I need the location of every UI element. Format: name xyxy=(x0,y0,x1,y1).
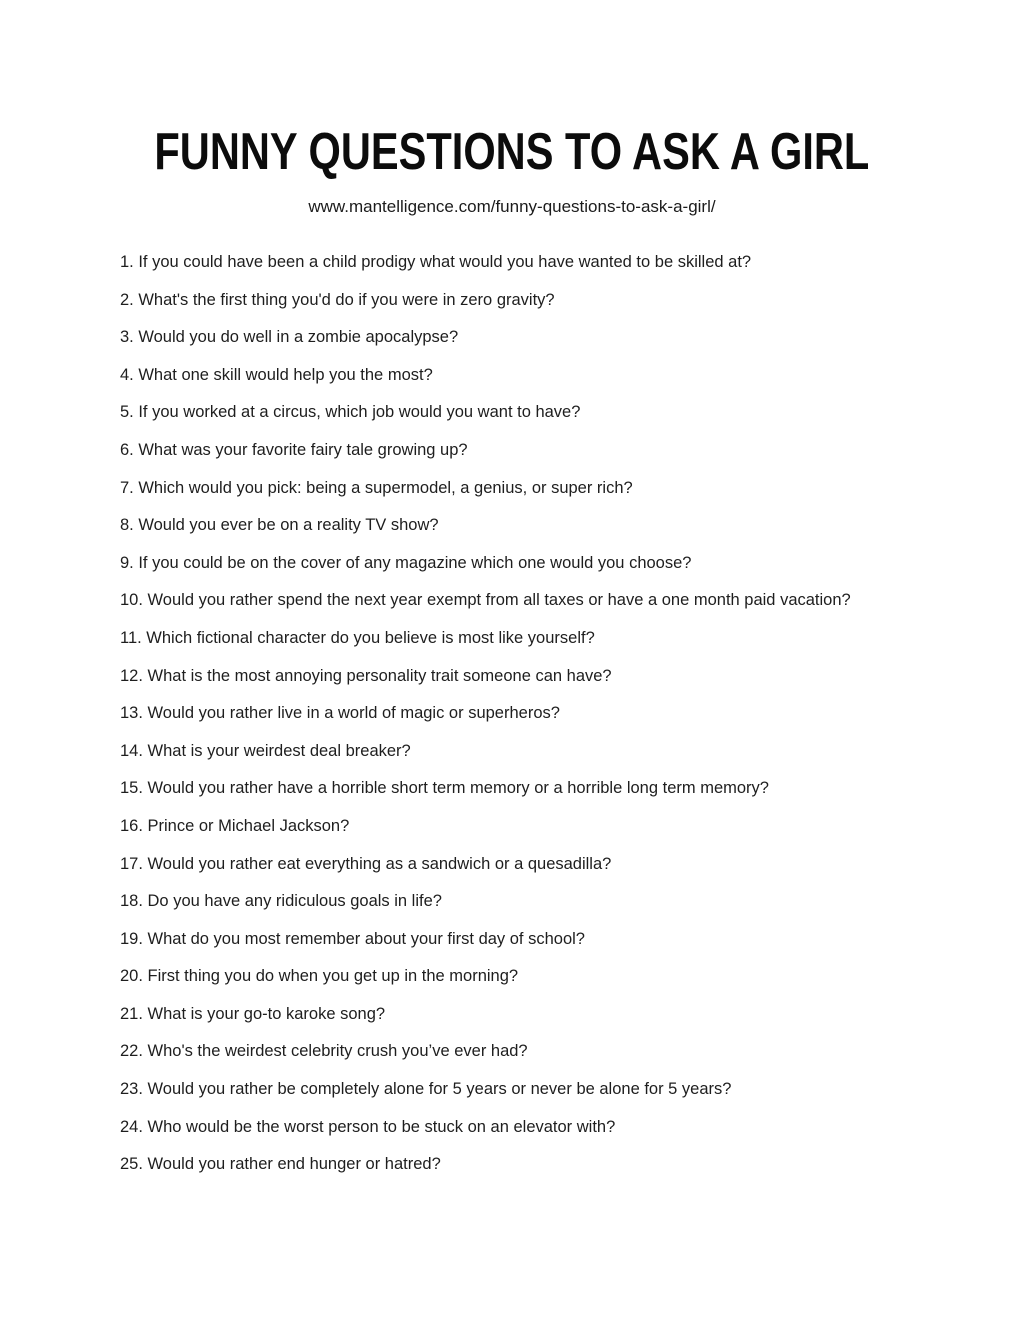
question-item: 23. Would you rather be completely alone for 5 years or never be alone for 5 years? xyxy=(120,1080,732,1099)
question-item: 9. If you could be on the cover of any magazine which one would you choose? xyxy=(120,553,692,572)
question-item: 15. Would you rather have a horrible short term memory or a horrible long term memory? xyxy=(120,779,769,798)
question-item: 14. What is your weirdest deal breaker? xyxy=(120,741,411,760)
question-item: 4. What one skill would help you the most? xyxy=(120,365,433,384)
question-item: 7. Which would you pick: being a supermodel, a genius, or super rich? xyxy=(120,478,633,497)
question-item: 19. What do you most remember about your first day of school? xyxy=(120,929,585,948)
question-item: 18. Do you have any ridiculous goals in life? xyxy=(120,892,442,911)
question-item: 5. If you worked at a circus, which job would you want to have? xyxy=(120,403,581,422)
question-list xyxy=(120,253,964,1174)
question-item: 1. If you could have been a child prodigy what would you have wanted to be skilled at? xyxy=(120,253,752,271)
question-item: 21. What is your go-to karoke song? xyxy=(120,1004,386,1023)
question-item: 17. Would you rather eat everything as a sandwich or a quesadilla? xyxy=(120,854,612,873)
question-item: 6. What was your favorite fairy tale growing up? xyxy=(120,440,468,459)
question-item: 20. First thing you do when you get up in the morning? xyxy=(120,967,519,986)
question-item: 3. Would you do well in a zombie apocalypse? xyxy=(120,328,459,347)
question-item: 10. Would you rather spend the next year exempt from all taxes or have a one month paid vacation? xyxy=(120,591,851,610)
question-item: 13. Would you rather live in a world of magic or superheros? xyxy=(120,704,560,723)
question-item: 16. Prince or Michael Jackson? xyxy=(120,816,350,835)
page-title: FUNNY QUESTIONS TO ASK A GIRL xyxy=(154,123,870,181)
question-item: 8. Would you ever be on a reality TV show? xyxy=(120,516,439,535)
question-item: 24. Who would be the worst person to be stuck on an elevator with? xyxy=(120,1117,616,1136)
source-url: www.mantelligence.com/funny-questions-to-ask-a-girl/ xyxy=(308,197,716,216)
question-item: 11. Which fictional character do you believe is most like yourself? xyxy=(120,628,595,647)
question-item: 22. Who's the weirdest celebrity crush you’ve ever had? xyxy=(120,1042,528,1061)
question-item: 2. What's the first thing you'd do if you were in zero gravity? xyxy=(120,290,555,309)
title-section xyxy=(0,0,1024,182)
question-item: 25. Would you rather end hunger or hatred? xyxy=(120,1155,441,1174)
question-item: 12. What is the most annoying personality trait someone can have? xyxy=(120,666,612,685)
